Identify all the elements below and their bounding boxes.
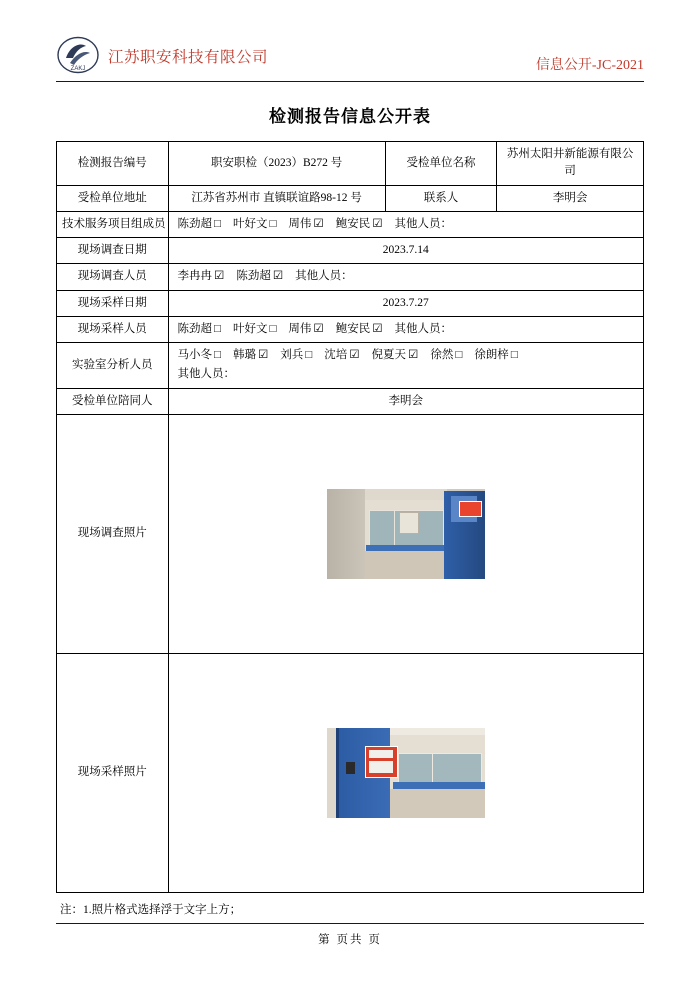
photo-sampling-cell: [168, 653, 643, 892]
sampling-person: 陈劲超 □: [178, 321, 221, 338]
table-row: [57, 264, 644, 290]
sampling-person-label: 现场采样人员: [57, 316, 169, 342]
checkbox[interactable]: ☑: [214, 270, 225, 283]
brand: [56, 36, 268, 76]
checkbox[interactable]: □: [269, 217, 277, 230]
lab-person: 沈培 ☑: [324, 347, 359, 364]
page-title: 检测报告信息公开表: [269, 107, 431, 126]
team-other-label: 其他人员：: [394, 217, 453, 230]
address-value: 江苏省苏州市 直镇联谊路98-12 号: [168, 185, 385, 211]
company-logo-icon: [56, 36, 100, 76]
contact-label: 联系人: [385, 185, 497, 211]
photo-survey-label: 现场调查照片: [57, 414, 169, 653]
table-row: [57, 142, 644, 186]
lab-label: 实验室分析人员: [57, 343, 169, 389]
address-label: 受检单位地址: [57, 185, 169, 211]
notes-text: 注：1.照片格式选择浮于文字上方；: [60, 903, 242, 916]
table-row: [57, 653, 644, 892]
checkbox[interactable]: □: [510, 349, 518, 361]
survey-person: 陈劲超 ☑: [236, 268, 283, 285]
document-code: 信息公开-JC-2021: [535, 58, 644, 73]
checkbox[interactable]: ☑: [349, 349, 360, 361]
checkbox[interactable]: □: [455, 349, 463, 361]
sampling-date-value: 2023.7.27: [168, 290, 643, 316]
table-row: [57, 185, 644, 211]
team-member: 陈劲超 □: [178, 216, 221, 233]
survey-persons-cell: [168, 264, 643, 290]
lab-persons-cell: [168, 343, 643, 389]
team-member: 叶好文 □: [233, 216, 276, 233]
table-row: [57, 388, 644, 414]
survey-photo: [327, 489, 485, 579]
escort-label: 受检单位陪同人: [57, 388, 169, 414]
sampling-person: 鲍安民 ☑: [336, 321, 383, 338]
checkbox[interactable]: □: [269, 322, 277, 335]
lab-person: 刘兵 □: [280, 347, 312, 364]
svg-text:ZAKJ: ZAKJ: [70, 66, 86, 72]
report-no-label: 检测报告编号: [57, 142, 169, 186]
lab-person: 韩璐 ☑: [233, 347, 268, 364]
table-row: [57, 343, 644, 389]
company-name: 江苏职安科技有限公司: [108, 49, 269, 66]
checkbox[interactable]: ☑: [372, 322, 383, 335]
report-info-table: [56, 141, 644, 893]
page-footer: 第 页共 页: [56, 923, 644, 947]
escort-value: 李明会: [168, 388, 643, 414]
checkbox[interactable]: □: [214, 322, 221, 335]
lab-person: 马小冬 □: [178, 347, 221, 364]
sampling-person: 叶好文 □: [233, 321, 276, 338]
sampling-persons-cell: [168, 316, 643, 342]
client-value: 苏州太阳井新能源有限公司: [497, 142, 644, 186]
team-member: 周伟 ☑: [288, 216, 323, 233]
contact-value: 李明会: [497, 185, 644, 211]
checkbox[interactable]: ☑: [313, 322, 324, 335]
sampling-other-label: 其他人员：: [394, 322, 453, 335]
team-label: 技术服务项目组成员: [57, 211, 169, 237]
team-member: 鲍安民 ☑: [336, 216, 383, 233]
table-row: [57, 414, 644, 653]
checkbox[interactable]: □: [305, 349, 313, 361]
report-no-value: 职安职检（2023）B272 号: [168, 142, 385, 186]
checkbox[interactable]: ☑: [257, 349, 269, 361]
table-row: [57, 238, 644, 264]
checkbox[interactable]: ☑: [372, 217, 383, 230]
survey-person: 李冉冉 ☑: [178, 268, 225, 285]
client-label: 受检单位名称: [385, 142, 497, 186]
sampling-photo: [327, 728, 485, 818]
checkbox[interactable]: ☑: [272, 270, 284, 283]
photo-sampling-label: 现场采样照片: [57, 653, 169, 892]
checkbox[interactable]: □: [214, 217, 221, 230]
table-row: [57, 211, 644, 237]
sampling-person: 周伟 ☑: [288, 321, 323, 338]
checkbox[interactable]: □: [214, 349, 221, 361]
lab-other-label: 其他人员：: [177, 368, 236, 381]
survey-date-value: 2023.7.14: [168, 238, 643, 264]
table-row: [57, 290, 644, 316]
photo-survey-cell: [168, 414, 643, 653]
team-members-cell: [168, 211, 643, 237]
checkbox[interactable]: ☑: [313, 217, 324, 230]
lab-person: 徐然 □: [430, 347, 462, 364]
sampling-date-label: 现场采样日期: [57, 290, 169, 316]
lab-person: 倪夏天 ☑: [372, 347, 419, 364]
lab-person: 徐朗梓 □: [474, 347, 517, 364]
checkbox[interactable]: ☑: [408, 349, 419, 361]
survey-other-label: 其他人员：: [295, 270, 353, 283]
document-header: [56, 28, 644, 82]
survey-person-label: 现场调查人员: [57, 264, 169, 290]
table-row: [57, 316, 644, 342]
survey-date-label: 现场调查日期: [57, 238, 169, 264]
